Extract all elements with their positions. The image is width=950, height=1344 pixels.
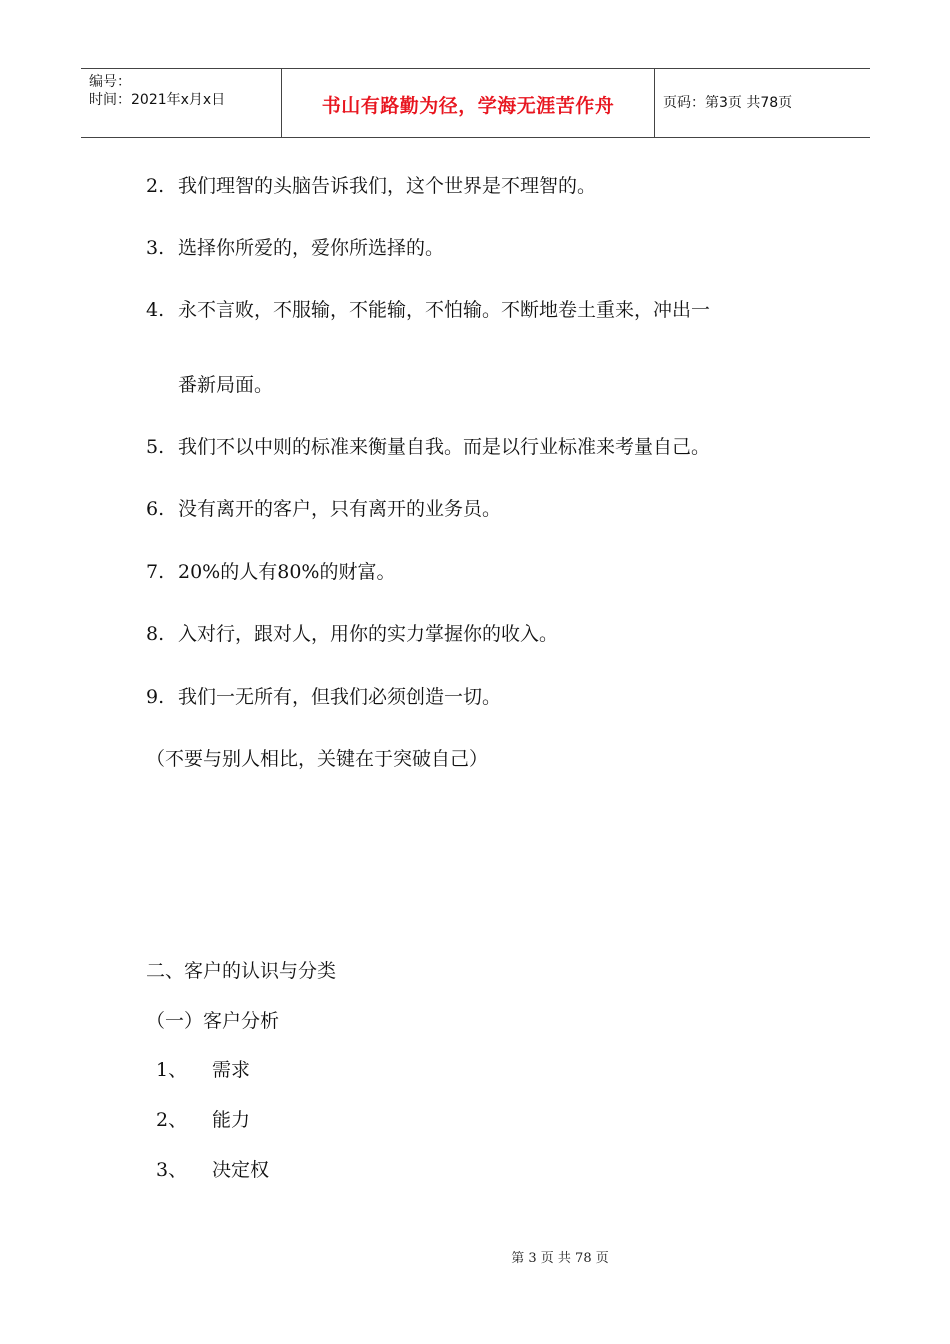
analysis-number: 3、 <box>156 1159 188 1181</box>
header-page-info: 页码：第3页 共78页 <box>663 95 793 111</box>
analysis-number: 1、 <box>156 1059 188 1081</box>
item-text: 永不言败，不服输，不能输，不怕输。不断地卷土重来，冲出一 <box>178 299 711 321</box>
note-text: （不要与别人相比，关键在于突破自己） <box>146 748 489 770</box>
item-text: 20%的人有80%的财富。 <box>178 561 396 583</box>
list-item <box>146 497 501 521</box>
time-label: 时间：2021年x月x日 <box>89 92 226 108</box>
item-text: 选择你所爱的，爱你所选择的。 <box>178 237 445 259</box>
item-continuation: 番新局面。 <box>178 374 274 396</box>
list-item <box>146 174 596 198</box>
item-text: 我们不以中则的标准来衡量自我。而是以行业标准来考量自己。 <box>178 436 711 458</box>
header-motto-cell <box>282 69 655 137</box>
header-motto: 书山有路勤为径，学海无涯苦作舟 <box>321 95 615 117</box>
analysis-item <box>156 1108 250 1132</box>
list-item <box>146 298 710 322</box>
item-number: 7. <box>146 561 165 583</box>
list-item <box>146 685 501 709</box>
item-text: 我们一无所有，但我们必须创造一切。 <box>178 686 502 708</box>
analysis-item <box>156 1158 269 1182</box>
analysis-text: 能力 <box>212 1109 251 1131</box>
item-number: 5. <box>146 436 165 458</box>
page-footer: 第 3 页 共 78 页 <box>511 1251 609 1266</box>
item-text: 我们理智的头脑告诉我们，这个世界是不理智的。 <box>178 175 597 197</box>
analysis-item <box>156 1058 250 1082</box>
subsection-title: （一）客户分析 <box>146 1010 280 1032</box>
item-text: 入对行，跟对人，用你的实力掌握你的收入。 <box>178 623 559 645</box>
page-header <box>81 68 870 138</box>
item-number: 4. <box>146 299 165 321</box>
header-meta-cell <box>81 69 282 137</box>
analysis-text: 需求 <box>212 1059 251 1081</box>
item-number: 2. <box>146 175 165 197</box>
item-text: 没有离开的客户，只有离开的业务员。 <box>178 498 502 520</box>
header-page-cell <box>655 69 870 137</box>
analysis-text: 决定权 <box>212 1159 270 1181</box>
item-number: 9. <box>146 686 165 708</box>
section-title: 二、客户的认识与分类 <box>146 960 337 982</box>
analysis-number: 2、 <box>156 1109 188 1131</box>
item-number: 6. <box>146 498 165 520</box>
item-number: 8. <box>146 623 165 645</box>
list-item <box>146 435 710 459</box>
list-item <box>146 236 444 260</box>
item-number: 3. <box>146 237 165 259</box>
list-item <box>146 560 395 584</box>
list-item <box>146 622 558 646</box>
number-label: 编号： <box>89 74 131 90</box>
